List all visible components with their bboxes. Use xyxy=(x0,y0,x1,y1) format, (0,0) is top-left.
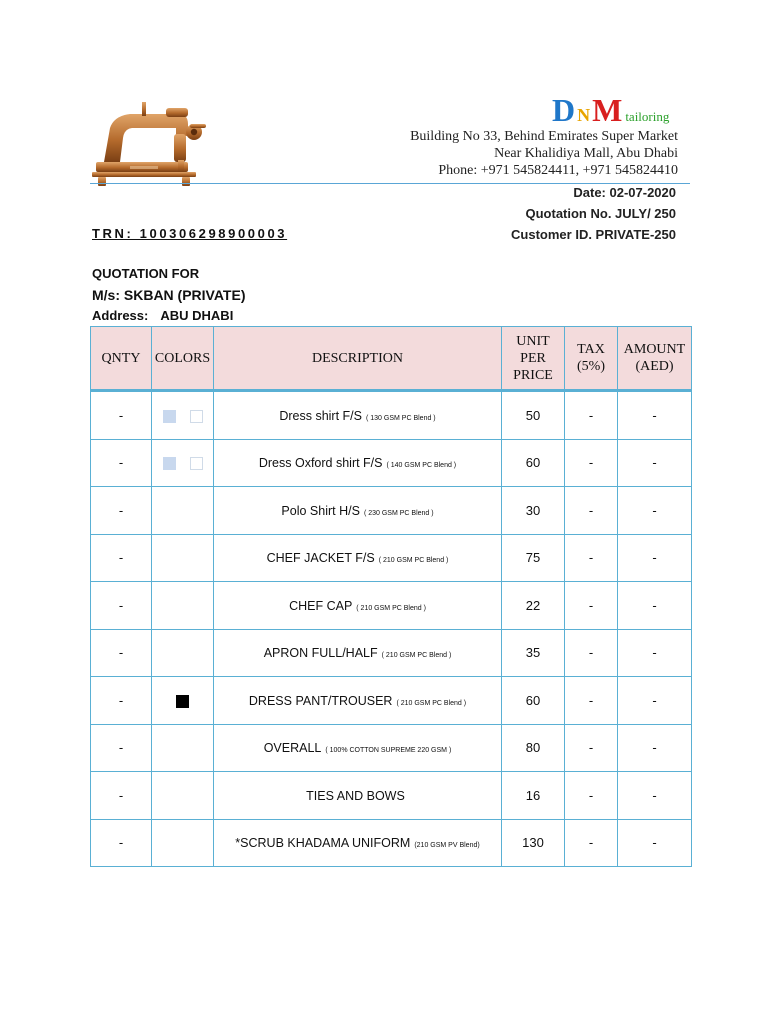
qty-cell: - xyxy=(91,439,152,487)
price-cell: 75 xyxy=(502,534,565,582)
colors-cell xyxy=(152,487,214,535)
quotation-number: Quotation No. JULY/ 250 xyxy=(525,206,676,221)
item-name: APRON FULL/HALF xyxy=(263,646,378,661)
colors-cell xyxy=(152,677,214,725)
description-cell xyxy=(214,772,502,820)
item-spec: ( 100% COTTON SUPREME 220 GSM ) xyxy=(325,747,452,755)
table-row xyxy=(91,534,692,582)
client-name-label: M/s: xyxy=(92,287,120,303)
table-row xyxy=(91,439,692,487)
address-line: Phone: +971 545824411, +971 545824410 xyxy=(438,163,678,178)
amount-cell: - xyxy=(618,439,692,487)
item-name: OVERALL xyxy=(263,741,322,756)
table-row xyxy=(91,629,692,677)
item-name: *SCRUB KHADAMA UNIFORM xyxy=(235,836,411,851)
company-address xyxy=(410,128,678,179)
price-cell: 50 xyxy=(502,391,565,440)
client-name xyxy=(92,287,245,303)
amount-cell: - xyxy=(618,772,692,820)
description-cell xyxy=(214,629,502,677)
colors-cell xyxy=(152,772,214,820)
header-description: DESCRIPTION xyxy=(214,327,502,391)
header-unit-price: UNIT PER PRICE xyxy=(502,327,565,391)
brand-tagline: tailoring xyxy=(625,109,670,124)
trn-number: TRN: 100306298900003 xyxy=(92,226,288,241)
color-swatch xyxy=(163,410,176,423)
item-spec: ( 210 GSM PC Blend ) xyxy=(381,652,452,660)
item-spec: ( 140 GSM PC Blend ) xyxy=(386,462,457,470)
description-cell xyxy=(214,724,502,772)
price-cell: 130 xyxy=(502,819,565,867)
item-name: TIES AND BOWS xyxy=(306,788,405,803)
colors-cell xyxy=(152,391,214,440)
table-row xyxy=(91,487,692,535)
amount-cell: - xyxy=(618,582,692,630)
table-row xyxy=(91,724,692,772)
description-cell xyxy=(214,487,502,535)
tax-cell: - xyxy=(565,677,618,725)
item-spec: ( 210 GSM PC Blend ) xyxy=(356,604,426,612)
quotation-for-heading: QUOTATION FOR xyxy=(92,266,200,281)
item-name: DRESS PANT/TROUSER xyxy=(248,693,393,708)
table-row xyxy=(91,582,692,630)
colors-cell xyxy=(152,819,214,867)
price-cell: 80 xyxy=(502,724,565,772)
colors-cell xyxy=(152,534,214,582)
colors-cell xyxy=(152,582,214,630)
quotation-date: Date: 02-07-2020 xyxy=(573,185,676,200)
amount-cell: - xyxy=(618,819,692,867)
item-name: Dress Oxford shirt F/S xyxy=(258,456,383,471)
client-address xyxy=(92,308,233,323)
color-swatch xyxy=(190,457,203,470)
colors-cell xyxy=(152,629,214,677)
description-cell xyxy=(214,439,502,487)
item-spec: ( 130 GSM PC Blend ) xyxy=(366,414,436,422)
amount-cell: - xyxy=(618,677,692,725)
address-line: Building No 33, Behind Emirates Super Market xyxy=(410,129,678,144)
colors-cell xyxy=(152,724,214,772)
price-cell: 30 xyxy=(502,487,565,535)
tax-cell: - xyxy=(565,487,618,535)
qty-cell: - xyxy=(91,582,152,630)
amount-cell: - xyxy=(618,534,692,582)
amount-cell: - xyxy=(618,487,692,535)
table-header-row xyxy=(91,327,692,391)
description-cell xyxy=(214,582,502,630)
color-swatch xyxy=(163,457,176,470)
brand-letter-n: N xyxy=(577,105,591,125)
header-amount: AMOUNT (AED) xyxy=(618,327,692,391)
address-line: Near Khalidiya Mall, Abu Dhabi xyxy=(494,146,678,161)
qty-cell: - xyxy=(91,772,152,820)
colors-cell xyxy=(152,439,214,487)
item-spec: ( 230 GSM PC Blend ) xyxy=(363,509,434,517)
header-divider xyxy=(90,183,690,184)
qty-cell: - xyxy=(91,487,152,535)
table-row xyxy=(91,391,692,440)
item-spec: (210 GSM PV Blend) xyxy=(414,842,480,850)
customer-id: Customer ID. PRIVATE-250 xyxy=(511,227,676,242)
qty-cell: - xyxy=(91,677,152,725)
table-row xyxy=(91,772,692,820)
tax-cell: - xyxy=(565,534,618,582)
item-spec: ( 210 GSM PC Blend ) xyxy=(378,557,449,565)
tax-cell: - xyxy=(565,391,618,440)
item-name: Polo Shirt H/S xyxy=(281,503,360,518)
item-name: Dress shirt F/S xyxy=(279,408,362,423)
qty-cell: - xyxy=(91,629,152,677)
sewing-machine-logo-icon xyxy=(90,102,210,186)
tax-cell: - xyxy=(565,819,618,867)
table-row xyxy=(91,677,692,725)
tax-cell: - xyxy=(565,629,618,677)
price-cell: 60 xyxy=(502,677,565,725)
client-address-value: ABU DHABI xyxy=(160,308,234,323)
description-cell xyxy=(214,391,502,440)
color-swatch xyxy=(190,410,203,423)
brand-letter-d: D xyxy=(552,92,576,128)
tax-cell: - xyxy=(565,724,618,772)
client-name-value: SKBAN (PRIVATE) xyxy=(123,287,246,303)
table-row xyxy=(91,819,692,867)
item-name: CHEF JACKET F/S xyxy=(266,551,375,566)
header-qnty: QNTY xyxy=(91,327,152,391)
amount-cell: - xyxy=(618,724,692,772)
price-cell: 35 xyxy=(502,629,565,677)
qty-cell: - xyxy=(91,391,152,440)
tax-cell: - xyxy=(565,582,618,630)
price-cell: 60 xyxy=(502,439,565,487)
amount-cell: - xyxy=(618,391,692,440)
description-cell xyxy=(214,677,502,725)
client-address-label: Address: xyxy=(92,308,149,323)
description-cell xyxy=(214,534,502,582)
price-cell: 16 xyxy=(502,772,565,820)
item-name: CHEF CAP xyxy=(289,598,353,613)
color-swatch xyxy=(176,695,189,708)
brand-logo xyxy=(552,92,669,129)
item-spec: ( 210 GSM PC Blend ) xyxy=(396,699,467,707)
tax-cell: - xyxy=(565,439,618,487)
quotation-table xyxy=(90,326,692,867)
header-colors: COLORS xyxy=(152,327,214,391)
price-cell: 22 xyxy=(502,582,565,630)
qty-cell: - xyxy=(91,724,152,772)
description-cell xyxy=(214,819,502,867)
qty-cell: - xyxy=(91,534,152,582)
brand-letter-m: M xyxy=(592,92,623,128)
header-tax: TAX (5%) xyxy=(565,327,618,391)
tax-cell: - xyxy=(565,772,618,820)
amount-cell: - xyxy=(618,629,692,677)
qty-cell: - xyxy=(91,819,152,867)
